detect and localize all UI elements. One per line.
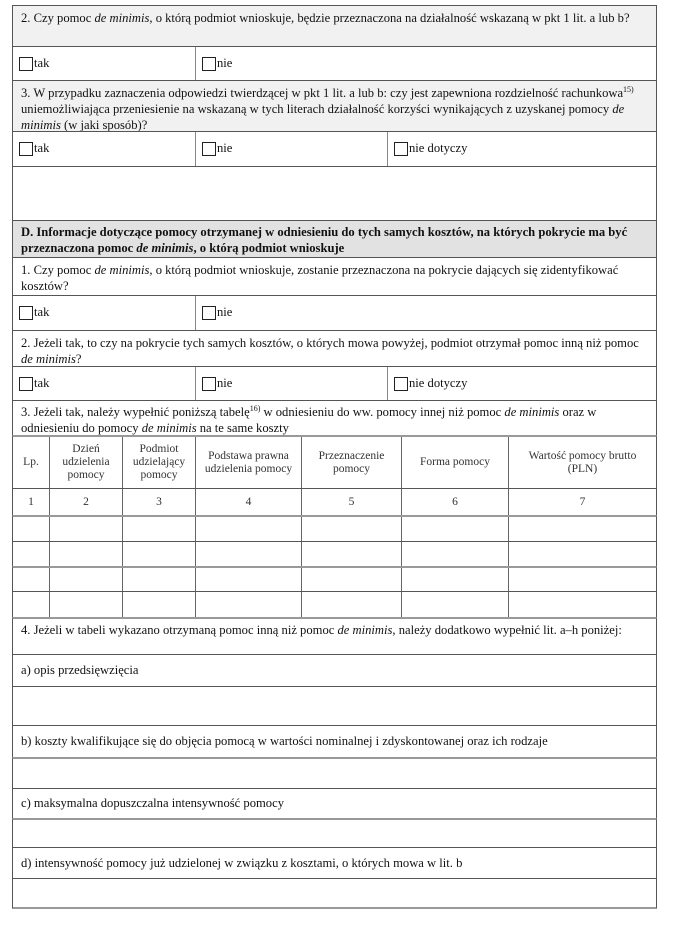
checkbox-icon[interactable] (19, 142, 33, 156)
d-q2-option-nie[interactable]: nie (202, 376, 232, 391)
d-question-4-text: 4. Jeżeli w tabeli wykazano otrzymaną pomoc inną niż pomoc de minimis, należy dodatkowo wypełnić lit. a–h poniżej: (21, 623, 622, 637)
q2-option-nie[interactable]: nie (202, 56, 232, 71)
aid-table-cell[interactable] (508, 592, 656, 617)
aid-table-cell[interactable] (401, 592, 508, 617)
col-number: 1 (28, 495, 34, 508)
checkbox-icon[interactable] (19, 377, 33, 391)
q2-option-tak[interactable]: tak (19, 56, 49, 71)
aid-table-cell[interactable] (122, 542, 195, 566)
checkbox-icon[interactable] (202, 57, 216, 71)
col-header-grantor: Podmiot udzielający pomocy (122, 437, 195, 488)
d-q1-option-tak[interactable]: tak (19, 305, 49, 320)
item-d-label: d) intensywność pomocy już udzielonej w związku z kosztami, o których mowa w lit. b (21, 856, 463, 870)
aid-table-cell[interactable] (195, 568, 301, 591)
col-number: 6 (401, 489, 508, 515)
aid-table-row (12, 515, 657, 541)
aid-table-numbers (12, 488, 657, 515)
checkbox-icon[interactable] (394, 142, 408, 156)
item-c-label: c) maksymalna dopuszczalna intensywność pomocy (21, 796, 284, 810)
item-a-answer-field[interactable] (12, 686, 657, 725)
aid-table-row (12, 541, 657, 566)
aid-table-cell[interactable] (13, 542, 49, 566)
checkbox-icon[interactable] (19, 306, 33, 320)
d-question-3-text: 3. Jeżeli tak, należy wypełnić poniższą tabelę$^{16)}$ w odniesieniu do ww. pomocy innej niż pomoc de minimis oraz w odniesieniu do pomocy de minimis na te same koszty (21, 403, 597, 435)
aid-table-cell[interactable] (401, 517, 508, 541)
checkbox-icon[interactable] (202, 377, 216, 391)
question-3-row (12, 80, 657, 131)
aid-table-row (12, 566, 657, 591)
aid-table-cell[interactable] (301, 517, 401, 541)
item-a-label-row (12, 654, 657, 686)
aid-table-cell[interactable] (195, 592, 301, 617)
aid-table-cell[interactable] (49, 517, 122, 541)
section-d-title: D. Informacje dotyczące pomocy otrzymanej w odniesieniu do tych samych kosztów, na których pokrycie ma być przeznaczona pomoc de minimis, o którą podmiot wnioskuje (21, 225, 628, 255)
aid-table-cell[interactable] (122, 568, 195, 591)
col-number: 4 (195, 489, 301, 515)
d-q2-option-tak[interactable]: tak (19, 376, 49, 391)
d-q2-option-nie-dotyczy[interactable]: nie dotyczy (394, 376, 467, 391)
col-header-lp: Lp. (23, 456, 39, 468)
aid-table-header (12, 435, 657, 488)
item-c-answer-field[interactable] (12, 818, 657, 847)
item-b-answer-field[interactable] (12, 757, 657, 788)
aid-table-cell[interactable] (401, 542, 508, 566)
q3-option-nie[interactable]: nie (202, 141, 232, 156)
item-c-label-row (12, 788, 657, 818)
d-question-2-row (12, 330, 657, 366)
question-2-options (12, 46, 657, 80)
col-number: 5 (301, 489, 401, 515)
col-header-date: Dzień udzielenia pomocy (49, 437, 122, 488)
item-d-answer-field[interactable] (12, 878, 657, 909)
item-a-label: a) opis przedsięwzięcia (21, 663, 139, 677)
d-question-1-text: 1. Czy pomoc de minimis, o którą podmiot wnioskuje, zostanie przeznaczona na pokrycie dających się zidentyfikować kosztów? (21, 263, 619, 293)
d-question-1-options (12, 295, 657, 330)
col-header-legal-basis: Podstawa prawna udzielenia pomocy (195, 437, 301, 488)
question-3-text: 3. W przypadku zaznaczenia odpowiedzi twierdzącej w pkt 1 lit. a lub b: czy jest zapewniona rozdzielność rachunkowa$^{15)}$ uniemożliwiająca przeniesienie na wskazaną w tych literach działalność korzyści wynikających z uzyskanej pomocy de minimis (w jaki sposób)? (21, 84, 634, 132)
aid-table-cell[interactable] (301, 592, 401, 617)
aid-table-cell[interactable] (508, 517, 656, 541)
aid-table-row (12, 591, 657, 617)
section-d-heading (12, 220, 657, 257)
d-question-4-row (12, 617, 657, 654)
item-b-label: b) koszty kwalifikujące się do objęcia pomocą w wartości nominalnej i zdyskontowanej oraz ich rodzaje (21, 734, 548, 748)
col-header-purpose: Przeznaczenie pomocy (301, 437, 401, 488)
aid-table-cell[interactable] (301, 542, 401, 566)
aid-table-cell[interactable] (49, 542, 122, 566)
col-number: 3 (122, 489, 195, 515)
question-3-answer-field[interactable] (12, 166, 657, 220)
item-d-label-row (12, 847, 657, 878)
checkbox-icon[interactable] (19, 57, 33, 71)
col-header-value: Wartość pomocy brutto (PLN) (508, 437, 656, 488)
col-number: 7 (508, 489, 656, 515)
d-question-1-row (12, 257, 657, 295)
aid-table-cell[interactable] (195, 542, 301, 566)
aid-table-cell[interactable] (13, 592, 49, 617)
aid-table-cell[interactable] (401, 568, 508, 591)
aid-table-cell[interactable] (122, 592, 195, 617)
item-b-label-row (12, 725, 657, 757)
aid-table-cell[interactable] (13, 517, 49, 541)
checkbox-icon[interactable] (202, 306, 216, 320)
checkbox-icon[interactable] (394, 377, 408, 391)
d-q1-option-nie[interactable]: nie (202, 305, 232, 320)
q3-option-nie-dotyczy[interactable]: nie dotyczy (394, 141, 467, 156)
question-3-options (12, 131, 657, 166)
aid-table-cell[interactable] (49, 592, 122, 617)
aid-table-cell[interactable] (13, 568, 49, 591)
aid-table-cell[interactable] (508, 568, 656, 591)
d-question-2-options (12, 366, 657, 400)
checkbox-icon[interactable] (202, 142, 216, 156)
d-question-3-row (12, 400, 657, 435)
col-header-form: Forma pomocy (401, 437, 508, 488)
aid-table-cell[interactable] (508, 542, 656, 566)
d-question-2-text: 2. Jeżeli tak, to czy na pokrycie tych samych kosztów, o których mowa powyżej, podmiot otrzymał pomoc inną niż pomoc de minimis? (21, 336, 639, 366)
aid-table-cell[interactable] (195, 517, 301, 541)
aid-table-cell[interactable] (301, 568, 401, 591)
col-number: 2 (49, 489, 122, 515)
aid-table-cell[interactable] (49, 568, 122, 591)
q3-option-tak[interactable]: tak (19, 141, 49, 156)
question-2-row (12, 5, 657, 46)
question-2-text: 2. Czy pomoc de minimis, o którą podmiot wnioskuje, będzie przeznaczona na działalność wskazaną w pkt 1 lit. a lub b? (21, 11, 630, 25)
aid-table-cell[interactable] (122, 517, 195, 541)
